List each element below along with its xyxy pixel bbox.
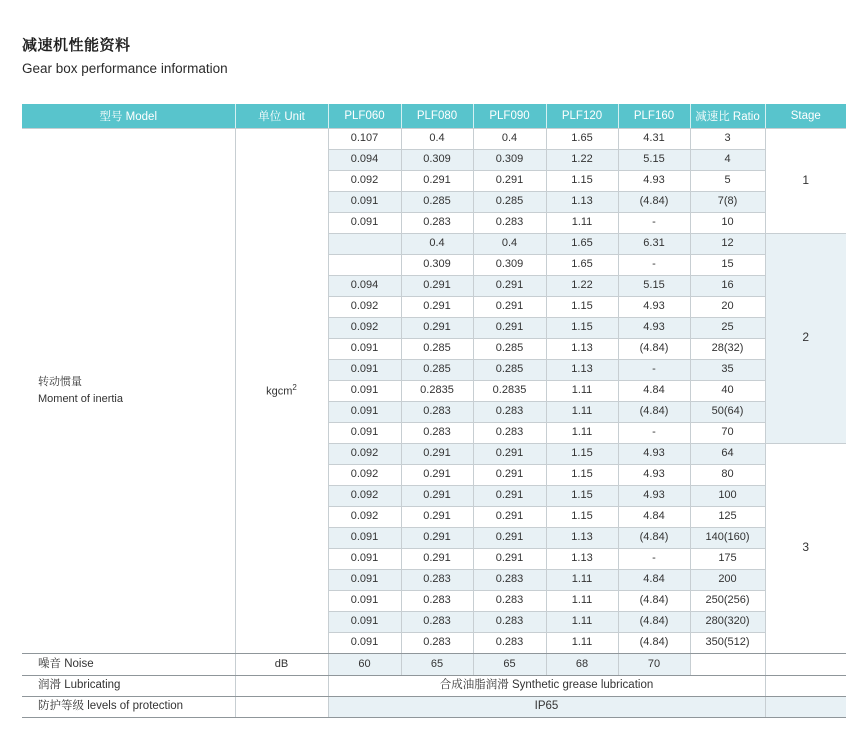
protection-row: [22, 696, 846, 717]
ratio-cell: 50(64): [690, 401, 765, 422]
value-cell: 0.291: [401, 443, 473, 464]
value-cell: (4.84): [618, 191, 690, 212]
value-cell: 0.283: [401, 569, 473, 590]
value-cell: 1.11: [546, 569, 618, 590]
value-cell: 0.291: [401, 527, 473, 548]
noise-value: 65: [473, 653, 546, 675]
ratio-cell: 250(256): [690, 590, 765, 611]
page-title-zh: 减速机性能资料: [22, 37, 131, 54]
noise-stage-empty: [765, 653, 846, 675]
value-cell: 1.22: [546, 275, 618, 296]
value-cell: 0.291: [401, 275, 473, 296]
value-cell: 1.11: [546, 380, 618, 401]
value-cell: 0.092: [328, 443, 401, 464]
stage-cell: 2: [765, 233, 846, 443]
value-cell: 0.291: [473, 296, 546, 317]
value-cell: 0.4: [473, 128, 546, 149]
ratio-cell: 20: [690, 296, 765, 317]
value-cell: 0.091: [328, 548, 401, 569]
stage-cell: 1: [765, 128, 846, 233]
value-cell: 0.091: [328, 191, 401, 212]
value-cell: 0.291: [473, 275, 546, 296]
column-header-1: 单位 Unit: [235, 104, 328, 128]
lubricating-label: 润滑 Lubricating: [22, 675, 235, 696]
value-cell: (4.84): [618, 632, 690, 653]
value-cell: 0.291: [473, 317, 546, 338]
value-cell: 1.15: [546, 485, 618, 506]
lubricating-value: 合成油脂润滑 Synthetic grease lubrication: [328, 675, 765, 696]
value-cell: 0.283: [401, 632, 473, 653]
value-cell: (4.84): [618, 590, 690, 611]
value-cell: 0.309: [473, 149, 546, 170]
value-cell: (4.84): [618, 401, 690, 422]
value-cell: 0.107: [328, 128, 401, 149]
value-cell: 0.091: [328, 212, 401, 233]
value-cell: 4.93: [618, 485, 690, 506]
value-cell: 0.092: [328, 296, 401, 317]
value-cell: 1.15: [546, 317, 618, 338]
value-cell: 0.283: [401, 611, 473, 632]
value-cell: 0.291: [473, 464, 546, 485]
noise-label: 噪音 Noise: [22, 653, 235, 675]
noise-value: 70: [618, 653, 690, 675]
value-cell: 0.291: [473, 485, 546, 506]
value-cell: 0.283: [473, 611, 546, 632]
value-cell: -: [618, 212, 690, 233]
protection-unit-empty: [235, 696, 328, 717]
column-header-2: PLF060: [328, 104, 401, 128]
ratio-cell: 15: [690, 254, 765, 275]
value-cell: 0.091: [328, 380, 401, 401]
page-header: [22, 34, 847, 76]
value-cell: 0.309: [401, 149, 473, 170]
value-cell: 0.291: [473, 443, 546, 464]
inertia-row: [22, 128, 846, 149]
value-cell: 0.283: [401, 422, 473, 443]
column-header-stage: Stage: [765, 104, 846, 128]
ratio-cell: 80: [690, 464, 765, 485]
value-cell: 1.15: [546, 506, 618, 527]
value-cell: 0.091: [328, 338, 401, 359]
value-cell: 0.091: [328, 527, 401, 548]
value-cell: (4.84): [618, 338, 690, 359]
value-cell: 0.092: [328, 170, 401, 191]
inertia-label-cell: [22, 128, 235, 653]
value-cell: -: [618, 254, 690, 275]
column-header-ratio: 减速比 Ratio: [690, 104, 765, 128]
value-cell: [328, 233, 401, 254]
ratio-cell: 100: [690, 485, 765, 506]
value-cell: 0.091: [328, 611, 401, 632]
value-cell: 0.283: [473, 569, 546, 590]
noise-row: [22, 653, 846, 675]
ratio-cell: 175: [690, 548, 765, 569]
ratio-cell: 200: [690, 569, 765, 590]
value-cell: 0.291: [473, 170, 546, 191]
value-cell: 0.285: [473, 191, 546, 212]
value-cell: 1.11: [546, 590, 618, 611]
value-cell: 1.11: [546, 212, 618, 233]
value-cell: 0.285: [401, 191, 473, 212]
value-cell: 0.091: [328, 422, 401, 443]
lubricating-row: [22, 675, 846, 696]
value-cell: 4.84: [618, 380, 690, 401]
value-cell: 0.285: [401, 359, 473, 380]
value-cell: 1.65: [546, 254, 618, 275]
value-cell: 0.291: [473, 506, 546, 527]
ratio-cell: 12: [690, 233, 765, 254]
value-cell: 6.31: [618, 233, 690, 254]
value-cell: 0.283: [401, 212, 473, 233]
value-cell: 0.283: [401, 590, 473, 611]
value-cell: 0.094: [328, 275, 401, 296]
value-cell: 0.291: [401, 464, 473, 485]
value-cell: 0.091: [328, 569, 401, 590]
ratio-cell: 40: [690, 380, 765, 401]
value-cell: 1.22: [546, 149, 618, 170]
performance-table: [22, 104, 846, 718]
value-cell: 0.283: [401, 401, 473, 422]
noise-value: 65: [401, 653, 473, 675]
value-cell: -: [618, 359, 690, 380]
value-cell: 0.092: [328, 485, 401, 506]
ratio-cell: 10: [690, 212, 765, 233]
value-cell: 0.285: [473, 359, 546, 380]
value-cell: 0.309: [401, 254, 473, 275]
table-body: [22, 128, 846, 717]
inertia-label-zh: 转动惯量: [38, 376, 82, 389]
value-cell: 1.15: [546, 464, 618, 485]
value-cell: (4.84): [618, 611, 690, 632]
value-cell: 1.11: [546, 611, 618, 632]
value-cell: 1.65: [546, 233, 618, 254]
value-cell: 0.291: [401, 170, 473, 191]
noise-unit: dB: [235, 653, 328, 675]
value-cell: 0.092: [328, 464, 401, 485]
value-cell: 0.291: [473, 527, 546, 548]
value-cell: 4.93: [618, 170, 690, 191]
noise-ratio-empty: [690, 653, 765, 675]
value-cell: 0.285: [473, 338, 546, 359]
value-cell: 4.93: [618, 443, 690, 464]
value-cell: 1.13: [546, 548, 618, 569]
ratio-cell: 140(160): [690, 527, 765, 548]
ratio-cell: 25: [690, 317, 765, 338]
value-cell: -: [618, 422, 690, 443]
value-cell: 0.2835: [401, 380, 473, 401]
ratio-cell: 4: [690, 149, 765, 170]
value-cell: 0.283: [473, 632, 546, 653]
value-cell: 0.309: [473, 254, 546, 275]
value-cell: 0.091: [328, 401, 401, 422]
value-cell: [328, 254, 401, 275]
table-header-row: [22, 104, 846, 128]
ratio-cell: 70: [690, 422, 765, 443]
value-cell: 5.15: [618, 149, 690, 170]
ratio-cell: 16: [690, 275, 765, 296]
ratio-cell: 64: [690, 443, 765, 464]
value-cell: 0.291: [401, 317, 473, 338]
lubricating-stage-empty: [765, 675, 846, 696]
value-cell: 1.15: [546, 443, 618, 464]
value-cell: 0.291: [401, 506, 473, 527]
value-cell: 0.291: [401, 485, 473, 506]
inertia-unit-cell: kgcm$^2$: [235, 128, 328, 653]
value-cell: 0.4: [473, 233, 546, 254]
value-cell: -: [618, 548, 690, 569]
noise-value: 68: [546, 653, 618, 675]
ratio-cell: 28(32): [690, 338, 765, 359]
value-cell: 4.84: [618, 506, 690, 527]
column-header-4: PLF090: [473, 104, 546, 128]
ratio-cell: 280(320): [690, 611, 765, 632]
protection-stage-empty: [765, 696, 846, 717]
value-cell: 0.283: [473, 401, 546, 422]
value-cell: 4.93: [618, 296, 690, 317]
value-cell: (4.84): [618, 527, 690, 548]
inertia-label-en: Moment of inertia: [38, 392, 123, 405]
value-cell: 1.11: [546, 401, 618, 422]
value-cell: 0.291: [401, 296, 473, 317]
value-cell: 4.93: [618, 317, 690, 338]
value-cell: 1.13: [546, 191, 618, 212]
noise-value: 60: [328, 653, 401, 675]
value-cell: 0.283: [473, 212, 546, 233]
lubricating-unit-empty: [235, 675, 328, 696]
value-cell: 0.291: [401, 548, 473, 569]
ratio-cell: 350(512): [690, 632, 765, 653]
value-cell: 0.091: [328, 359, 401, 380]
value-cell: 0.4: [401, 128, 473, 149]
ratio-cell: 5: [690, 170, 765, 191]
ratio-cell: 3: [690, 128, 765, 149]
value-cell: 4.84: [618, 569, 690, 590]
value-cell: 0.2835: [473, 380, 546, 401]
value-cell: 1.15: [546, 296, 618, 317]
ratio-cell: 35: [690, 359, 765, 380]
column-header-5: PLF120: [546, 104, 618, 128]
ratio-cell: 7(8): [690, 191, 765, 212]
value-cell: 1.11: [546, 632, 618, 653]
value-cell: 1.13: [546, 359, 618, 380]
protection-value: IP65: [328, 696, 765, 717]
value-cell: 0.091: [328, 632, 401, 653]
value-cell: 0.283: [473, 590, 546, 611]
value-cell: 0.285: [401, 338, 473, 359]
value-cell: 0.091: [328, 590, 401, 611]
value-cell: 0.4: [401, 233, 473, 254]
column-header-0: 型号 Model: [22, 104, 235, 128]
value-cell: 0.092: [328, 317, 401, 338]
value-cell: 0.092: [328, 506, 401, 527]
column-header-6: PLF160: [618, 104, 690, 128]
value-cell: 1.11: [546, 422, 618, 443]
page-title-en: Gear box performance information: [22, 61, 228, 76]
value-cell: 5.15: [618, 275, 690, 296]
value-cell: 4.93: [618, 464, 690, 485]
value-cell: 0.094: [328, 149, 401, 170]
value-cell: 0.291: [473, 548, 546, 569]
value-cell: 1.13: [546, 527, 618, 548]
ratio-cell: 125: [690, 506, 765, 527]
stage-cell: 3: [765, 443, 846, 653]
value-cell: 1.65: [546, 128, 618, 149]
value-cell: 1.15: [546, 170, 618, 191]
protection-label: 防护等级 levels of protection: [22, 696, 235, 717]
value-cell: 1.13: [546, 338, 618, 359]
value-cell: 4.31: [618, 128, 690, 149]
value-cell: 0.283: [473, 422, 546, 443]
column-header-3: PLF080: [401, 104, 473, 128]
